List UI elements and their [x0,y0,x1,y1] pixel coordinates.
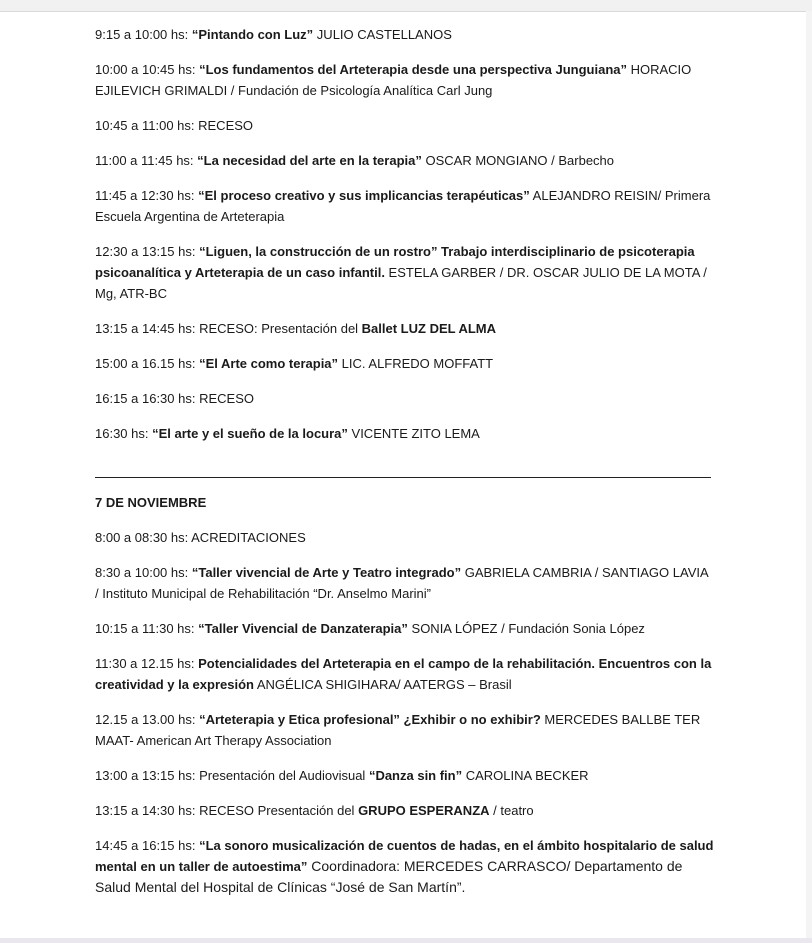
schedule-entry: 8:00 a 08:30 hs: ACREDITACIONES [95,530,306,545]
document-page [95,24,715,898]
schedule-entry: 9:15 a 10:00 hs: “Pintando con Luz” JULIO CASTELLANOS [95,27,452,42]
schedule-entry: 11:45 a 12:30 hs: “El proceso creativo y sus implicancias terapéuticas” ALEJANDRO REISIN/ Primera Escuela Argentina de Arteterapia [95,188,711,224]
schedule-entry: 11:00 a 11:45 hs: “La necesidad del arte en la terapia” OSCAR MONGIANO / Barbecho [95,153,615,168]
window-bottom-border [0,938,812,943]
schedule-entry: 14:45 a 16:15 hs: “La sonoro musicalización de cuentos de hadas, en el ámbito hospitalario de salud mental en un taller de autoestima” Coordinadora: MERCEDES CARRASCO/ Departamento de Salud Mental del Hospital de Clínicas “José de San Martín”. [95,838,714,895]
window-top-border [0,0,812,12]
schedule-entry: 11:30 a 12.15 hs: Potencialidades del Arteterapia en el campo de la rehabilitación. Encuentros con la creatividad y la expresión ANGÉLICA SHIGIHARA/ AATERGS – Brasil [95,656,712,692]
schedule-entry: 12.15 a 13.00 hs: “Arteterapia y Etica profesional” ¿Exhibir o no exhibir? MERCEDES BALLBE TER MAAT- American Art Therapy Association [95,712,701,748]
section-title: 7 DE NOVIEMBRE [95,495,207,510]
schedule-entry: 13:00 a 13:15 hs: Presentación del Audiovisual “Danza sin fin” CAROLINA BECKER [95,768,589,783]
section-divider [95,477,711,478]
schedule-entry: 10:45 a 11:00 hs: RECESO [95,118,254,133]
schedule-entry: 13:15 a 14:45 hs: RECESO: Presentación del Ballet LUZ DEL ALMA [95,321,497,336]
schedule-entry: 8:30 a 10:00 hs: “Taller vivencial de Arte y Teatro integrado” GABRIELA CAMBRIA / SANTIAGO LAVIA / Instituto Municipal de Rehabilitación “Dr. Anselmo Marini” [95,565,708,601]
schedule-entry: 12:30 a 13:15 hs: “Liguen, la construcción de un rostro” Trabajo interdisciplinario de psicoterapia psicoanalítica y Arteterapia de un caso infantil. ESTELA GARBER / DR. OSCAR JULIO DE LA MOTA / Mg, ATR-BC [95,244,707,301]
schedule-entry: 13:15 a 14:30 hs: RECESO Presentación del GRUPO ESPERANZA / teatro [95,803,534,818]
window-right-border [806,11,812,943]
schedule-entry: 16:30 hs: “El arte y el sueño de la locura” VICENTE ZITO LEMA [95,426,480,441]
schedule-entry: 10:15 a 11:30 hs: “Taller Vivencial de Danzaterapia” SONIA LÓPEZ / Fundación Sonia López [95,621,645,636]
schedule-entry: 10:00 a 10:45 hs: “Los fundamentos del Arteterapia desde una perspectiva Junguiana” HORACIO EJILEVICH GRIMALDI / Fundación de Psicología Analítica Carl Jung [95,62,692,98]
schedule-entry: 16:15 a 16:30 hs: RECESO [95,391,254,406]
schedule-entry: 15:00 a 16.15 hs: “El Arte como terapia” LIC. ALFREDO MOFFATT [95,356,494,371]
